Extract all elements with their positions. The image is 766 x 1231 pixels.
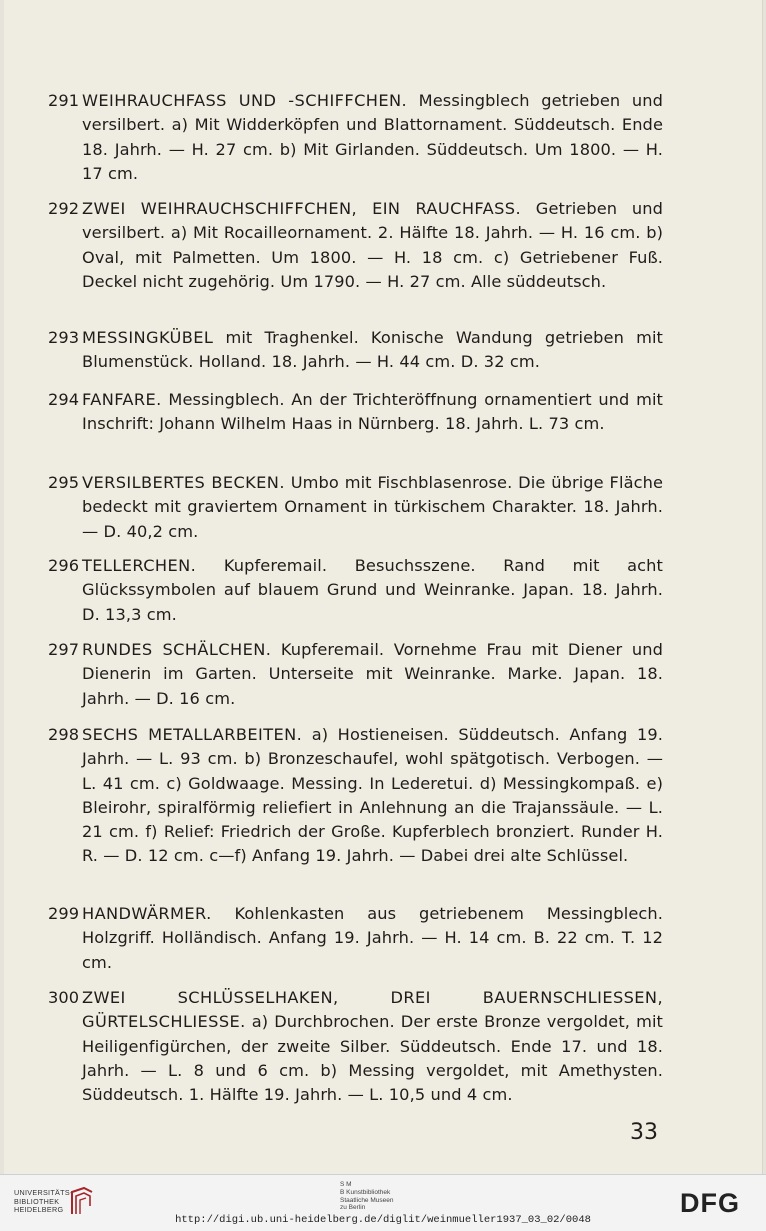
source-url[interactable]: http://digi.ub.uni-heidelberg.de/diglit/weinmueller1937_03_02/0048 bbox=[175, 1214, 591, 1226]
entry-number: 291 bbox=[48, 91, 80, 110]
entry-number: 297 bbox=[48, 640, 80, 659]
credit-line: zu Berlin bbox=[340, 1204, 366, 1212]
entry-list bbox=[4, 0, 762, 1174]
catalog-entry bbox=[48, 554, 663, 627]
catalog-entry bbox=[48, 471, 663, 544]
catalog-entry bbox=[48, 902, 663, 975]
page-number: 33 bbox=[630, 1120, 658, 1145]
entry-body: Kupferemail. Besuchsszene. Rand mit acht Glückssymbolen auf blauem Grund und Weinranke. Japan. 18. Jahrh. D. 13,3 cm. bbox=[82, 556, 663, 624]
entry-title: MESSINGKÜBEL bbox=[82, 328, 214, 347]
catalog-entry bbox=[48, 326, 663, 375]
entry-body: Getrieben und versilbert. a) Mit Rocailleornament. 2. Hälfte 18. Jahrh. — H. 16 cm. b) Oval, mit Palmetten. Um 1800. — H. 18 cm. c) Getriebener Fuß. Deckel nicht zugehörig. Um 1790. — H. 27 cm. Alle süddeutsch. bbox=[82, 199, 664, 291]
credit-line: Staatliche Museen bbox=[340, 1196, 394, 1204]
entry-title: WEIHRAUCHFASS UND -SCHIFFCHEN. bbox=[82, 91, 408, 110]
entry-title: TELLERCHEN. bbox=[82, 556, 197, 575]
entry-body: a) Durchbrochen. Der erste Bronze vergoldet, mit Heiligenfigürchen, der zweite Silber. Süddeutsch. Ende 17. und 18. Jahrh. — L. 8 und 6 cm. b) Messing vergoldet, mit Amethysten. Süddeutsch. 1. Hälfte 19. Jahrh. — L. 10,5 und 4 cm. bbox=[82, 1012, 663, 1105]
entry-body: mit Traghenkel. Konische Wandung getrieben mit Blumenstück. Holland. 18. Jahrh. — H. 44 cm. D. 32 cm. bbox=[82, 328, 663, 372]
entry-title: ZWEI WEIHRAUCHSCHIFFCHEN, EIN RAUCHFASS. bbox=[82, 199, 522, 218]
credit-line: B Kunstbibliothek bbox=[340, 1188, 391, 1196]
catalog-entry bbox=[48, 197, 663, 294]
university-line: HEIDELBERG bbox=[14, 1205, 64, 1214]
entry-title: ZWEI SCHLÜSSELHAKEN, DREI BAUERNSCHLIESSEN, GÜRTELSCHLIESSE. bbox=[82, 988, 663, 1032]
university-logo-icon bbox=[70, 1186, 94, 1216]
university-line: UNIVERSITÄTS- bbox=[14, 1188, 73, 1197]
entry-title: HANDWÄRMER. bbox=[82, 904, 212, 923]
entry-number: 294 bbox=[48, 390, 80, 409]
entry-body: Kohlenkasten aus getriebenem Messingblech. Holzgriff. Holländisch. Anfang 19. Jahrh. — H. 14 cm. B. 22 cm. T. 12 cm. bbox=[82, 904, 663, 972]
entry-title: VERSILBERTES BECKEN. bbox=[82, 473, 285, 492]
museum-credit bbox=[340, 1181, 440, 1212]
catalog-page bbox=[4, 0, 763, 1174]
entry-number: 299 bbox=[48, 904, 80, 923]
catalog-entry bbox=[48, 89, 663, 186]
entry-title: FANFARE. bbox=[82, 390, 162, 409]
catalog-entry bbox=[48, 638, 663, 711]
entry-body: Messingblech. An der Trichteröffnung ornamentiert und mit Inschrift: Johann Wilhelm Haas in Nürnberg. 18. Jahrh. L. 73 cm. bbox=[82, 390, 664, 434]
catalog-entry bbox=[48, 388, 663, 437]
entry-number: 295 bbox=[48, 473, 80, 492]
entry-title: RUNDES SCHÄLCHEN. bbox=[82, 640, 272, 659]
entry-body: Messingblech getrieben und versilbert. a) Mit Widderköpfen und Blattornament. Süddeutsch. Ende 18. Jahrh. — H. 27 cm. b) Mit Girlanden. Süddeutsch. Um 1800. — H. 17 cm. bbox=[82, 91, 663, 183]
catalog-entry bbox=[48, 986, 663, 1107]
entry-title: SECHS METALLARBEITEN. bbox=[82, 725, 303, 744]
catalog-entry bbox=[48, 723, 663, 869]
university-line: BIBLIOTHEK bbox=[14, 1196, 60, 1206]
university-library-label bbox=[14, 1189, 73, 1215]
entry-number: 293 bbox=[48, 328, 80, 347]
entry-number: 300 bbox=[48, 988, 80, 1007]
entry-body: a) Hostieneisen. Süddeutsch. Anfang 19. Jahrh. — L. 93 cm. b) Bronzeschaufel, wohl spätgotisch. Verbogen. — L. 41 cm. c) Goldwaage. Messing. In Lederetui. d) Messingkompaß. e) Bleirohr, spiralförmig reliefiert in Anlehnung an die Trajanssäule. — L. 21 cm. f) Relief: Friedrich der Große. Kupferblech bronziert. Runder H. R. — D. 12 cm. c—f) Anfang 19. Jahrh. — Dabei drei alte Schlüssel. bbox=[82, 725, 663, 866]
entry-number: 292 bbox=[48, 199, 80, 218]
entry-body: Kupferemail. Vornehme Frau mit Diener und Dienerin im Garten. Unterseite mit Weinranke. Marke. Japan. 18. Jahrh. — D. 16 cm. bbox=[82, 640, 663, 708]
dfg-logo-icon bbox=[680, 1189, 754, 1215]
entry-number: 298 bbox=[48, 725, 80, 744]
dfg-logo-text: DFG bbox=[680, 1189, 740, 1215]
entry-number: 296 bbox=[48, 556, 80, 575]
entry-body: Umbo mit Fischblasenrose. Die übrige Fläche bedeckt mit graviertem Ornament in türkischem Charakter. 18. Jahrh. — D. 40,2 cm. bbox=[82, 473, 664, 541]
credit-line: S M bbox=[340, 1181, 352, 1188]
